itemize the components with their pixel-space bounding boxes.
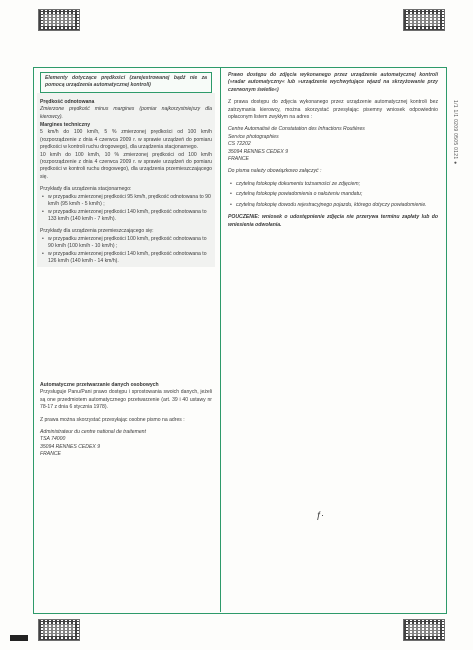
margin-paragraph-2: 10 km/h do 100 km/h, 10 % zmierzonej prędkości od 100 km/h (rozporządzenie z dnia 4 czerwca 2009 r. w sprawie urządzeń do pomiaru prędkości w kontroli ruchu drogowego), dla urządzenia przemieszczającego się. xyxy=(40,151,212,180)
examples-stationary-title: Przykłady dla urządzenia stacjonarnego: xyxy=(40,186,132,193)
list-item: • czytelną fotokopię powiadomienia o nałożeniu mandatu; xyxy=(236,191,438,198)
right-column xyxy=(228,72,438,229)
examples-mobile-title: Przykłady dla urządzenia przemieszczającego się: xyxy=(40,228,154,235)
data-processing-section xyxy=(40,378,212,459)
speed-title: Prędkość odnotowana xyxy=(40,98,95,105)
photo-access-heading: Prawo dostępu do zdjęcia wykonanego przez urządzenie automatycznej kontroli (»radar automatyczny« lub »urządzenie wychwytujące wjazd na skrzyżowanie przy czerwonym świetle«) xyxy=(228,72,438,93)
pen-mark: ƒ· xyxy=(316,510,325,520)
list-item: • w przypadku zmierzonej prędkości 140 km/h, prędkość odnotowana to 133 km/h (140 km/h - 7 km/h). xyxy=(48,209,212,224)
address-line: 35094 RENNES CEDEX 9 xyxy=(228,148,289,155)
list-item: • czytelną fotokopię dowodu rejestracyjnego pojazdu, którego dotyczy powiadomienie. xyxy=(236,202,438,209)
list-item: • w przypadku zmierzonej prędkości 95 km/h, prędkość odnotowana to 90 km/h (95 km/h - 5 km/h) ; xyxy=(48,194,212,209)
warning-note: POUCZENIE: wniosek o udostępnienie zdjęcia nie przerywa terminu zapłaty lub do wniesienia odwołania. xyxy=(228,214,438,228)
address-line: FRANCE xyxy=(40,451,61,458)
address-line: CS 72202 xyxy=(228,141,251,148)
attachments-list xyxy=(228,181,438,209)
list-item: • w przypadku zmierzonej prędkości 100 km/h, prędkość odnotowana to 90 km/h (100 km/h - 10 km/h) ; xyxy=(48,236,212,251)
margin-paragraph-1: 5 km/h do 100 km/h, 5 % zmierzonej prędkości od 100 km/h (rozporządzenie z dnia 4 czerwca 2009 r. w sprawie urządzeń do pomiaru prędkości w kontroli ruchu drogowego), dla urządzenia stacjonarnego. xyxy=(40,129,212,151)
data-processing-letter: Z prawa można skorzystać przesyłając osobne pismo na adres : xyxy=(40,416,185,423)
qr-code-icon xyxy=(38,9,80,31)
list-item: • czytelną fotokopię dokumentu tożsamości ze zdjęciem; xyxy=(236,181,438,188)
qr-code-icon xyxy=(403,619,445,641)
attachments-title: Do pisma należy obowiązkowo załączyć : xyxy=(228,168,322,175)
address-line: FRANCE xyxy=(228,156,249,163)
registration-mark xyxy=(10,635,28,641)
speed-heading: Elementy dotyczące prędkości (zarejestrowanej bądź nie za pomocą urządzenia automatycznej kontroli) xyxy=(40,72,212,93)
margin-code xyxy=(448,100,462,260)
address-line: 35094 RENNES CEDEX 9 xyxy=(40,443,101,450)
qr-code-icon xyxy=(38,619,80,641)
address-line: TSA 74000 xyxy=(40,436,66,443)
list-item: • w przypadku zmierzonej prędkości 140 km/h, prędkość odnotowana to 126 km/h (140 km/h - 14 km/h). xyxy=(48,251,212,266)
left-column xyxy=(40,72,212,267)
speed-section xyxy=(37,93,215,268)
address-line: Centre Automatisé de Constatation des Infractions Routières xyxy=(228,126,365,133)
margins-title: Margines techniczny xyxy=(40,122,91,129)
column-divider xyxy=(220,67,221,612)
examples-stationary-list xyxy=(40,194,212,224)
data-processing-title: Automatyczne przetwarzanie danych osobowych xyxy=(40,382,159,388)
address-line: Administrateur du centre national de traitement xyxy=(40,429,146,436)
data-processing-text: Przysługuje Panu/Pani prawo dostępu i sprostowania swoich danych, jeżeli są one przedmiotem automatycznego przetwarzenie (art. 39 i 40 ustawy nr 78-17 z dnia 6 stycznia 1978). xyxy=(40,389,212,411)
photo-access-intro: Z prawa dostępu do zdjęcia wykonanego przez urządzenie automatycznej kontroli bez zatrzymania kierowcy, można skorzystać przesyłając pisemny wniosek odpowiednio opłaconym listem zwykłym na adres : xyxy=(228,99,438,121)
address-line: Service photographies xyxy=(228,133,279,140)
margin-code-text: 1/1 1/1 0209 0505 0121 ● xyxy=(452,100,458,165)
qr-code-icon xyxy=(403,9,445,31)
speed-text: Zmierzone prędkość minus margines (pomiar najkorzystniejszy dla kierowcy). xyxy=(40,106,212,120)
examples-mobile-list xyxy=(40,236,212,266)
